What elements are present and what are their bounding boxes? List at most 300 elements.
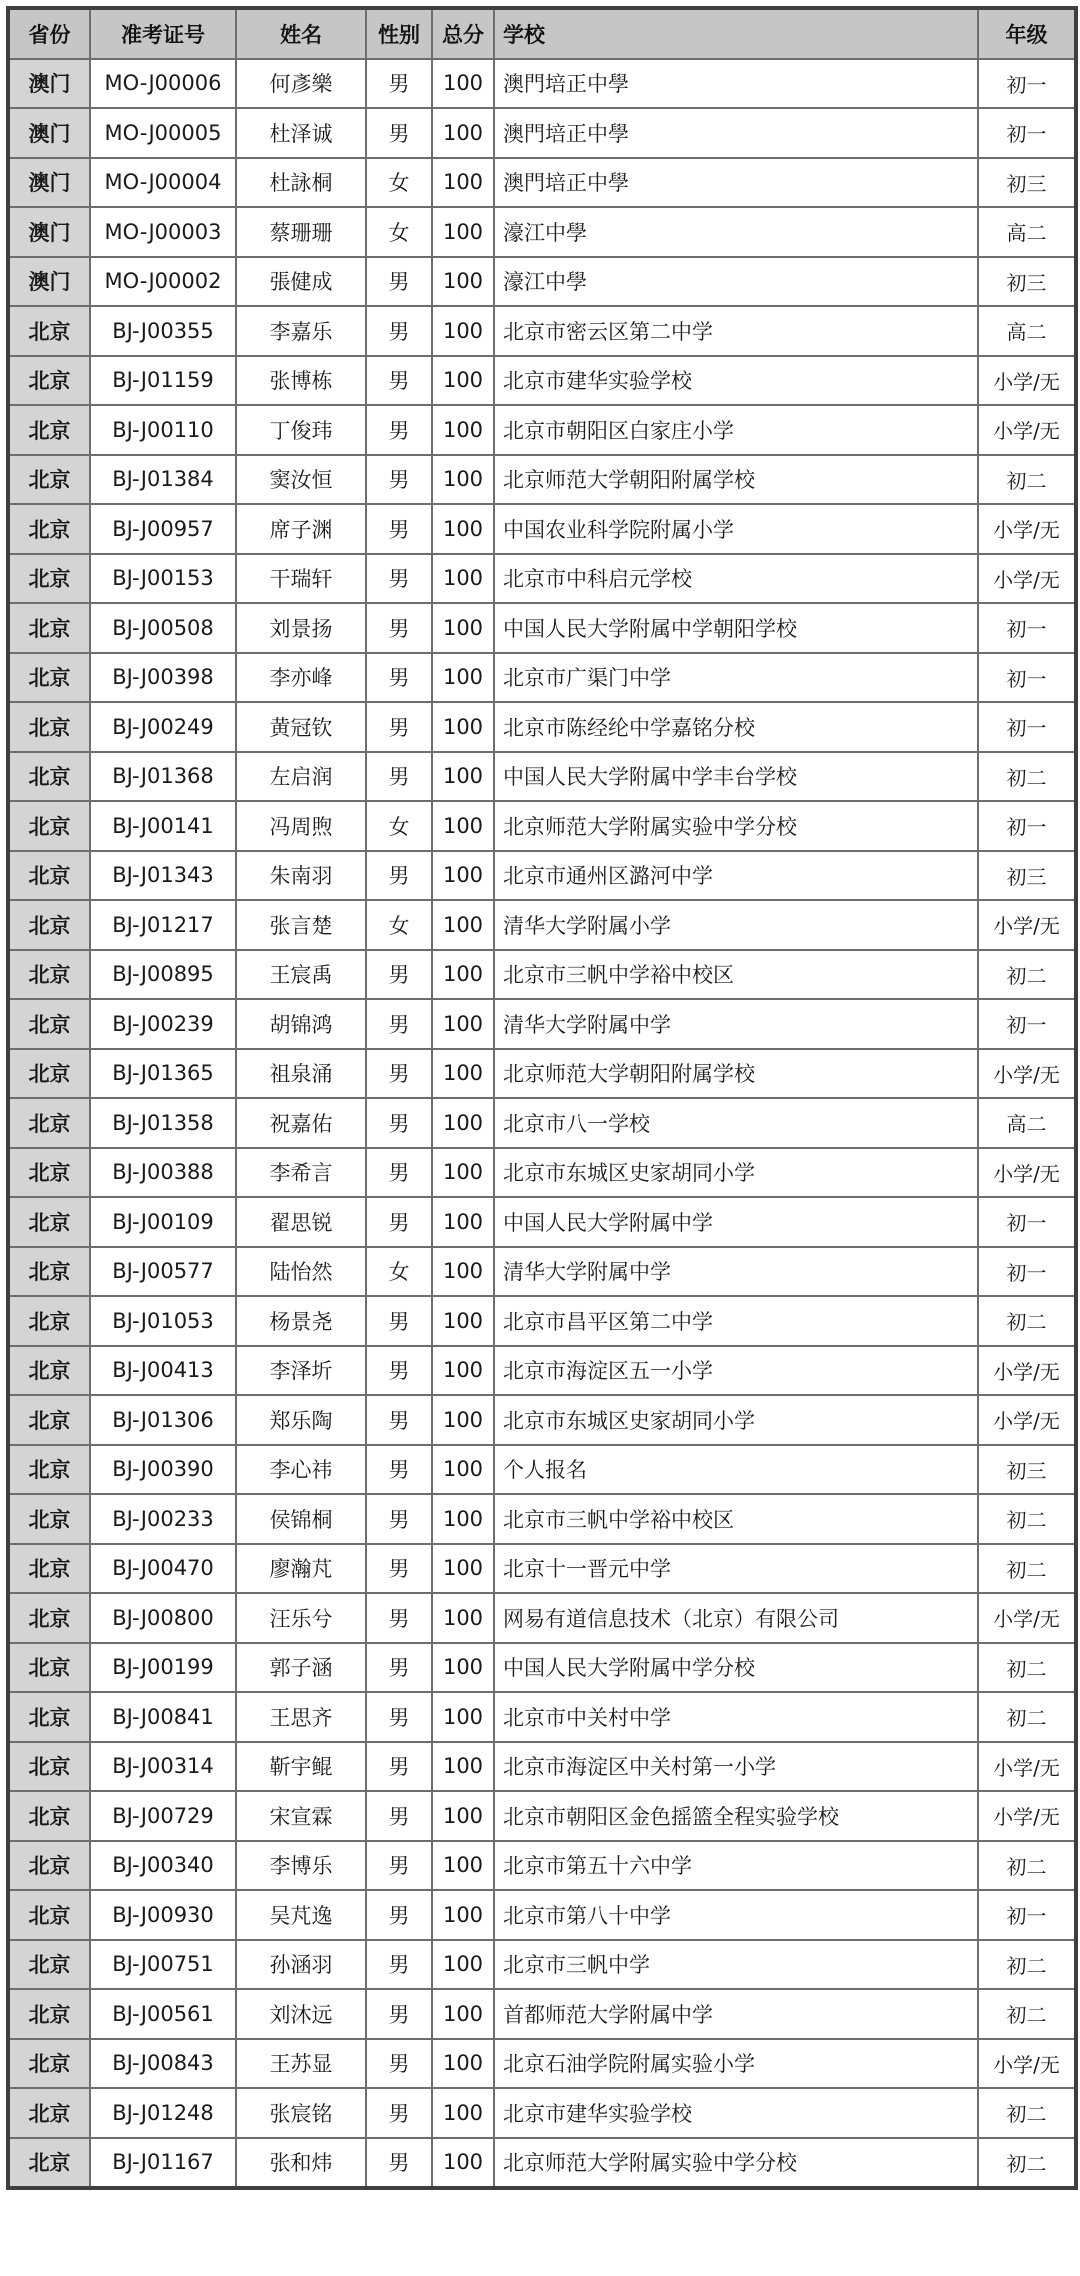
cell-name: 刘沐远 (236, 1989, 366, 2039)
table-row (8, 752, 1076, 802)
cell-gender: 男 (366, 1841, 432, 1891)
cell-score: 100 (432, 1346, 494, 1396)
cell-province: 北京 (8, 2088, 90, 2138)
cell-grade: 初二 (978, 1643, 1076, 1693)
cell-name: 李希言 (236, 1148, 366, 1198)
cell-province: 北京 (8, 1890, 90, 1940)
cell-name: 廖瀚芃 (236, 1544, 366, 1594)
cell-school: 北京市朝阳区白家庄小学 (494, 405, 978, 455)
table-row (8, 108, 1076, 158)
cell-school: 澳門培正中學 (494, 158, 978, 208)
cell-score: 100 (432, 1841, 494, 1891)
cell-grade: 高二 (978, 306, 1076, 356)
header-name: 姓名 (236, 8, 366, 59)
cell-gender: 男 (366, 306, 432, 356)
cell-grade: 初二 (978, 2088, 1076, 2138)
cell-name: 王宸禹 (236, 950, 366, 1000)
table-row (8, 554, 1076, 604)
table-row (8, 1791, 1076, 1841)
cell-exam-id: MO-J00005 (90, 108, 236, 158)
table-row (8, 851, 1076, 901)
cell-province: 北京 (8, 1197, 90, 1247)
cell-school: 中国人民大学附属中学丰台学校 (494, 752, 978, 802)
cell-school: 北京市广渠门中学 (494, 653, 978, 703)
cell-gender: 男 (366, 1593, 432, 1643)
cell-gender: 男 (366, 851, 432, 901)
cell-exam-id: BJ-J01217 (90, 900, 236, 950)
cell-school: 北京市东城区史家胡同小学 (494, 1148, 978, 1198)
cell-grade: 初二 (978, 1494, 1076, 1544)
cell-grade: 初三 (978, 851, 1076, 901)
cell-province: 北京 (8, 1346, 90, 1396)
cell-name: 侯锦桐 (236, 1494, 366, 1544)
table-row (8, 1692, 1076, 1742)
cell-gender: 男 (366, 2138, 432, 2189)
cell-gender: 男 (366, 2088, 432, 2138)
cell-name: 李博乐 (236, 1841, 366, 1891)
cell-score: 100 (432, 1395, 494, 1445)
cell-province: 北京 (8, 1940, 90, 1990)
cell-school: 濠江中學 (494, 207, 978, 257)
cell-name: 李心祎 (236, 1445, 366, 1495)
cell-score: 100 (432, 1197, 494, 1247)
cell-gender: 男 (366, 1890, 432, 1940)
cell-exam-id: BJ-J00239 (90, 999, 236, 1049)
cell-exam-id: MO-J00002 (90, 257, 236, 307)
cell-name: 汪乐兮 (236, 1593, 366, 1643)
table-row (8, 1989, 1076, 2039)
cell-school: 清华大学附属小学 (494, 900, 978, 950)
cell-grade: 初一 (978, 59, 1076, 109)
cell-grade: 初一 (978, 603, 1076, 653)
cell-exam-id: BJ-J00895 (90, 950, 236, 1000)
cell-score: 100 (432, 702, 494, 752)
table-row (8, 653, 1076, 703)
cell-province: 北京 (8, 1593, 90, 1643)
cell-province: 北京 (8, 1841, 90, 1891)
cell-gender: 女 (366, 1247, 432, 1297)
cell-school: 北京市海淀区中关村第一小学 (494, 1742, 978, 1792)
cell-name: 陆怡然 (236, 1247, 366, 1297)
table-row (8, 2138, 1076, 2189)
cell-name: 杨景尧 (236, 1296, 366, 1346)
cell-school: 北京师范大学朝阳附属学校 (494, 1049, 978, 1099)
cell-score: 100 (432, 1989, 494, 2039)
cell-province: 澳门 (8, 59, 90, 109)
cell-name: 窦汝恒 (236, 455, 366, 505)
cell-gender: 男 (366, 1395, 432, 1445)
table-row (8, 702, 1076, 752)
cell-grade: 初一 (978, 702, 1076, 752)
cell-score: 100 (432, 851, 494, 901)
cell-name: 黄冠钦 (236, 702, 366, 752)
table-row (8, 1148, 1076, 1198)
header-grade: 年级 (978, 8, 1076, 59)
cell-grade: 初一 (978, 108, 1076, 158)
cell-exam-id: BJ-J00930 (90, 1890, 236, 1940)
cell-exam-id: BJ-J00470 (90, 1544, 236, 1594)
cell-name: 杜泽诚 (236, 108, 366, 158)
cell-province: 澳门 (8, 108, 90, 158)
cell-school: 北京市密云区第二中学 (494, 306, 978, 356)
cell-exam-id: BJ-J00388 (90, 1148, 236, 1198)
results-table (6, 6, 1078, 2190)
cell-exam-id: BJ-J01306 (90, 1395, 236, 1445)
cell-exam-id: BJ-J00233 (90, 1494, 236, 1544)
cell-school: 澳門培正中學 (494, 59, 978, 109)
cell-province: 北京 (8, 1544, 90, 1594)
cell-province: 北京 (8, 554, 90, 604)
cell-exam-id: BJ-J00577 (90, 1247, 236, 1297)
cell-gender: 男 (366, 59, 432, 109)
cell-score: 100 (432, 1098, 494, 1148)
table-row (8, 1643, 1076, 1693)
cell-grade: 初二 (978, 2138, 1076, 2189)
cell-gender: 女 (366, 801, 432, 851)
cell-score: 100 (432, 405, 494, 455)
header-exam-id: 准考证号 (90, 8, 236, 59)
cell-exam-id: BJ-J01248 (90, 2088, 236, 2138)
cell-score: 100 (432, 504, 494, 554)
cell-name: 李泽圻 (236, 1346, 366, 1396)
cell-score: 100 (432, 950, 494, 1000)
cell-grade: 高二 (978, 1098, 1076, 1148)
cell-grade: 初二 (978, 950, 1076, 1000)
cell-school: 北京师范大学附属实验中学分校 (494, 801, 978, 851)
cell-gender: 男 (366, 1148, 432, 1198)
cell-province: 北京 (8, 2039, 90, 2089)
cell-school: 北京市中关村中学 (494, 1692, 978, 1742)
cell-score: 100 (432, 1940, 494, 1990)
cell-gender: 男 (366, 752, 432, 802)
cell-exam-id: BJ-J00390 (90, 1445, 236, 1495)
cell-gender: 男 (366, 1742, 432, 1792)
cell-name: 胡锦鸿 (236, 999, 366, 1049)
cell-score: 100 (432, 1593, 494, 1643)
cell-province: 北京 (8, 900, 90, 950)
cell-score: 100 (432, 59, 494, 109)
cell-grade: 初二 (978, 1296, 1076, 1346)
cell-province: 北京 (8, 405, 90, 455)
cell-province: 北京 (8, 702, 90, 752)
cell-exam-id: MO-J00003 (90, 207, 236, 257)
cell-gender: 男 (366, 1643, 432, 1693)
cell-grade: 初二 (978, 1989, 1076, 2039)
cell-exam-id: BJ-J00561 (90, 1989, 236, 2039)
table-row (8, 950, 1076, 1000)
cell-name: 祖泉涌 (236, 1049, 366, 1099)
cell-gender: 男 (366, 356, 432, 406)
cell-grade: 初三 (978, 257, 1076, 307)
cell-score: 100 (432, 158, 494, 208)
cell-score: 100 (432, 108, 494, 158)
cell-exam-id: BJ-J00398 (90, 653, 236, 703)
cell-province: 北京 (8, 504, 90, 554)
cell-province: 北京 (8, 603, 90, 653)
table-row (8, 1296, 1076, 1346)
cell-school: 北京市东城区史家胡同小学 (494, 1395, 978, 1445)
cell-gender: 男 (366, 405, 432, 455)
table-row (8, 1445, 1076, 1495)
cell-exam-id: BJ-J01167 (90, 2138, 236, 2189)
cell-school: 北京市建华实验学校 (494, 2088, 978, 2138)
cell-gender: 男 (366, 108, 432, 158)
table-row (8, 1494, 1076, 1544)
cell-province: 北京 (8, 1247, 90, 1297)
cell-grade: 小学/无 (978, 504, 1076, 554)
cell-grade: 小学/无 (978, 554, 1076, 604)
cell-exam-id: BJ-J00109 (90, 1197, 236, 1247)
cell-exam-id: BJ-J00843 (90, 2039, 236, 2089)
cell-grade: 小学/无 (978, 1148, 1076, 1198)
cell-school: 中国人民大学附属中学分校 (494, 1643, 978, 1693)
cell-score: 100 (432, 1296, 494, 1346)
cell-score: 100 (432, 900, 494, 950)
table-row (8, 1940, 1076, 1990)
cell-province: 北京 (8, 1791, 90, 1841)
cell-name: 王苏显 (236, 2039, 366, 2089)
cell-exam-id: BJ-J00355 (90, 306, 236, 356)
header-score: 总分 (432, 8, 494, 59)
cell-score: 100 (432, 2088, 494, 2138)
cell-school: 个人报名 (494, 1445, 978, 1495)
cell-grade: 初一 (978, 801, 1076, 851)
cell-school: 北京市昌平区第二中学 (494, 1296, 978, 1346)
cell-exam-id: BJ-J00508 (90, 603, 236, 653)
cell-province: 北京 (8, 653, 90, 703)
cell-school: 北京市第五十六中学 (494, 1841, 978, 1891)
table-row (8, 455, 1076, 505)
table-body (8, 59, 1076, 2189)
cell-exam-id: BJ-J01053 (90, 1296, 236, 1346)
cell-province: 澳门 (8, 207, 90, 257)
cell-score: 100 (432, 554, 494, 604)
cell-score: 100 (432, 1544, 494, 1594)
cell-province: 北京 (8, 1296, 90, 1346)
cell-exam-id: BJ-J01384 (90, 455, 236, 505)
cell-score: 100 (432, 752, 494, 802)
cell-gender: 女 (366, 207, 432, 257)
cell-score: 100 (432, 257, 494, 307)
cell-grade: 初一 (978, 1197, 1076, 1247)
cell-name: 李亦峰 (236, 653, 366, 703)
cell-name: 张言楚 (236, 900, 366, 950)
cell-school: 清华大学附属中学 (494, 1247, 978, 1297)
cell-grade: 初二 (978, 1544, 1076, 1594)
cell-score: 100 (432, 1692, 494, 1742)
cell-grade: 高二 (978, 207, 1076, 257)
cell-province: 北京 (8, 752, 90, 802)
table-row (8, 1049, 1076, 1099)
cell-exam-id: BJ-J01358 (90, 1098, 236, 1148)
table-row (8, 1890, 1076, 1940)
cell-name: 席子渊 (236, 504, 366, 554)
header-gender: 性别 (366, 8, 432, 59)
cell-province: 北京 (8, 1049, 90, 1099)
cell-exam-id: BJ-J00800 (90, 1593, 236, 1643)
cell-exam-id: BJ-J00199 (90, 1643, 236, 1693)
table-row (8, 306, 1076, 356)
cell-exam-id: BJ-J00249 (90, 702, 236, 752)
cell-score: 100 (432, 1643, 494, 1693)
table-row (8, 1841, 1076, 1891)
cell-school: 北京十一晋元中学 (494, 1544, 978, 1594)
cell-grade: 小学/无 (978, 1742, 1076, 1792)
cell-name: 张宸铭 (236, 2088, 366, 2138)
table-header (8, 8, 1076, 59)
cell-province: 北京 (8, 1148, 90, 1198)
cell-school: 北京市朝阳区金色摇篮全程实验学校 (494, 1791, 978, 1841)
cell-score: 100 (432, 999, 494, 1049)
cell-name: 翟思锐 (236, 1197, 366, 1247)
cell-school: 北京市三帆中学裕中校区 (494, 950, 978, 1000)
cell-province: 北京 (8, 1742, 90, 1792)
table-row (8, 900, 1076, 950)
cell-grade: 初二 (978, 752, 1076, 802)
cell-grade: 初二 (978, 1692, 1076, 1742)
cell-name: 郑乐陶 (236, 1395, 366, 1445)
cell-name: 刘景扬 (236, 603, 366, 653)
cell-school: 北京师范大学朝阳附属学校 (494, 455, 978, 505)
cell-exam-id: MO-J00004 (90, 158, 236, 208)
cell-score: 100 (432, 603, 494, 653)
cell-school: 北京石油学院附属实验小学 (494, 2039, 978, 2089)
cell-province: 北京 (8, 1494, 90, 1544)
cell-exam-id: BJ-J00413 (90, 1346, 236, 1396)
cell-gender: 男 (366, 554, 432, 604)
table-row (8, 405, 1076, 455)
cell-school: 首都师范大学附属中学 (494, 1989, 978, 2039)
cell-exam-id: BJ-J00153 (90, 554, 236, 604)
cell-grade: 小学/无 (978, 1346, 1076, 1396)
cell-score: 100 (432, 1445, 494, 1495)
cell-school: 北京市中科启元学校 (494, 554, 978, 604)
cell-grade: 初三 (978, 158, 1076, 208)
cell-grade: 小学/无 (978, 900, 1076, 950)
cell-grade: 初一 (978, 999, 1076, 1049)
cell-name: 冯周煦 (236, 801, 366, 851)
cell-name: 李嘉乐 (236, 306, 366, 356)
cell-score: 100 (432, 356, 494, 406)
cell-school: 北京市三帆中学裕中校区 (494, 1494, 978, 1544)
cell-gender: 男 (366, 1049, 432, 1099)
cell-province: 北京 (8, 950, 90, 1000)
cell-name: 郭子涵 (236, 1643, 366, 1693)
cell-grade: 初三 (978, 1445, 1076, 1495)
cell-exam-id: BJ-J00141 (90, 801, 236, 851)
cell-school: 中国农业科学院附属小学 (494, 504, 978, 554)
cell-name: 宋宣霖 (236, 1791, 366, 1841)
cell-province: 北京 (8, 801, 90, 851)
cell-name: 張健成 (236, 257, 366, 307)
cell-province: 北京 (8, 1445, 90, 1495)
cell-gender: 男 (366, 950, 432, 1000)
cell-school: 澳門培正中學 (494, 108, 978, 158)
cell-score: 100 (432, 2138, 494, 2189)
cell-score: 100 (432, 1148, 494, 1198)
cell-province: 北京 (8, 1643, 90, 1693)
cell-score: 100 (432, 455, 494, 505)
cell-school: 中国人民大学附属中学朝阳学校 (494, 603, 978, 653)
cell-province: 澳门 (8, 158, 90, 208)
cell-gender: 男 (366, 1544, 432, 1594)
cell-exam-id: BJ-J00340 (90, 1841, 236, 1891)
cell-score: 100 (432, 1890, 494, 1940)
cell-grade: 小学/无 (978, 2039, 1076, 2089)
cell-grade: 初二 (978, 1940, 1076, 1990)
table-row (8, 1742, 1076, 1792)
cell-grade: 小学/无 (978, 1395, 1076, 1445)
header-province: 省份 (8, 8, 90, 59)
cell-score: 100 (432, 1247, 494, 1297)
cell-score: 100 (432, 1049, 494, 1099)
table-row (8, 999, 1076, 1049)
cell-name: 张和炜 (236, 2138, 366, 2189)
cell-gender: 男 (366, 1296, 432, 1346)
cell-exam-id: BJ-J00729 (90, 1791, 236, 1841)
table-row (8, 1593, 1076, 1643)
cell-school: 北京市八一学校 (494, 1098, 978, 1148)
cell-name: 杜詠桐 (236, 158, 366, 208)
cell-grade: 初二 (978, 1841, 1076, 1891)
cell-exam-id: BJ-J00957 (90, 504, 236, 554)
cell-gender: 男 (366, 1791, 432, 1841)
cell-gender: 男 (366, 1197, 432, 1247)
cell-school: 北京市海淀区五一小学 (494, 1346, 978, 1396)
cell-school: 清华大学附属中学 (494, 999, 978, 1049)
cell-exam-id: BJ-J00314 (90, 1742, 236, 1792)
cell-name: 干瑞轩 (236, 554, 366, 604)
cell-exam-id: BJ-J01368 (90, 752, 236, 802)
cell-exam-id: BJ-J01343 (90, 851, 236, 901)
table-row (8, 801, 1076, 851)
cell-school: 北京市通州区潞河中学 (494, 851, 978, 901)
cell-school: 北京市建华实验学校 (494, 356, 978, 406)
cell-gender: 男 (366, 1940, 432, 1990)
cell-exam-id: BJ-J01365 (90, 1049, 236, 1099)
cell-gender: 男 (366, 1692, 432, 1742)
table-row (8, 1098, 1076, 1148)
cell-score: 100 (432, 653, 494, 703)
cell-gender: 男 (366, 1346, 432, 1396)
cell-province: 北京 (8, 2138, 90, 2189)
cell-exam-id: BJ-J01159 (90, 356, 236, 406)
table-row (8, 603, 1076, 653)
cell-province: 北京 (8, 1395, 90, 1445)
table-row (8, 2039, 1076, 2089)
cell-gender: 男 (366, 603, 432, 653)
cell-gender: 男 (366, 1989, 432, 2039)
cell-gender: 男 (366, 1494, 432, 1544)
cell-name: 蔡珊珊 (236, 207, 366, 257)
cell-province: 北京 (8, 356, 90, 406)
cell-name: 吴芃逸 (236, 1890, 366, 1940)
cell-school: 北京市三帆中学 (494, 1940, 978, 1990)
cell-exam-id: BJ-J00110 (90, 405, 236, 455)
cell-score: 100 (432, 207, 494, 257)
cell-gender: 男 (366, 455, 432, 505)
cell-name: 朱南羽 (236, 851, 366, 901)
table-row (8, 59, 1076, 109)
cell-grade: 初一 (978, 1247, 1076, 1297)
cell-gender: 男 (366, 702, 432, 752)
cell-school: 北京市第八十中学 (494, 1890, 978, 1940)
cell-exam-id: MO-J00006 (90, 59, 236, 109)
table-row (8, 1395, 1076, 1445)
cell-name: 何彥樂 (236, 59, 366, 109)
cell-score: 100 (432, 1791, 494, 1841)
cell-name: 孙涵羽 (236, 1940, 366, 1990)
